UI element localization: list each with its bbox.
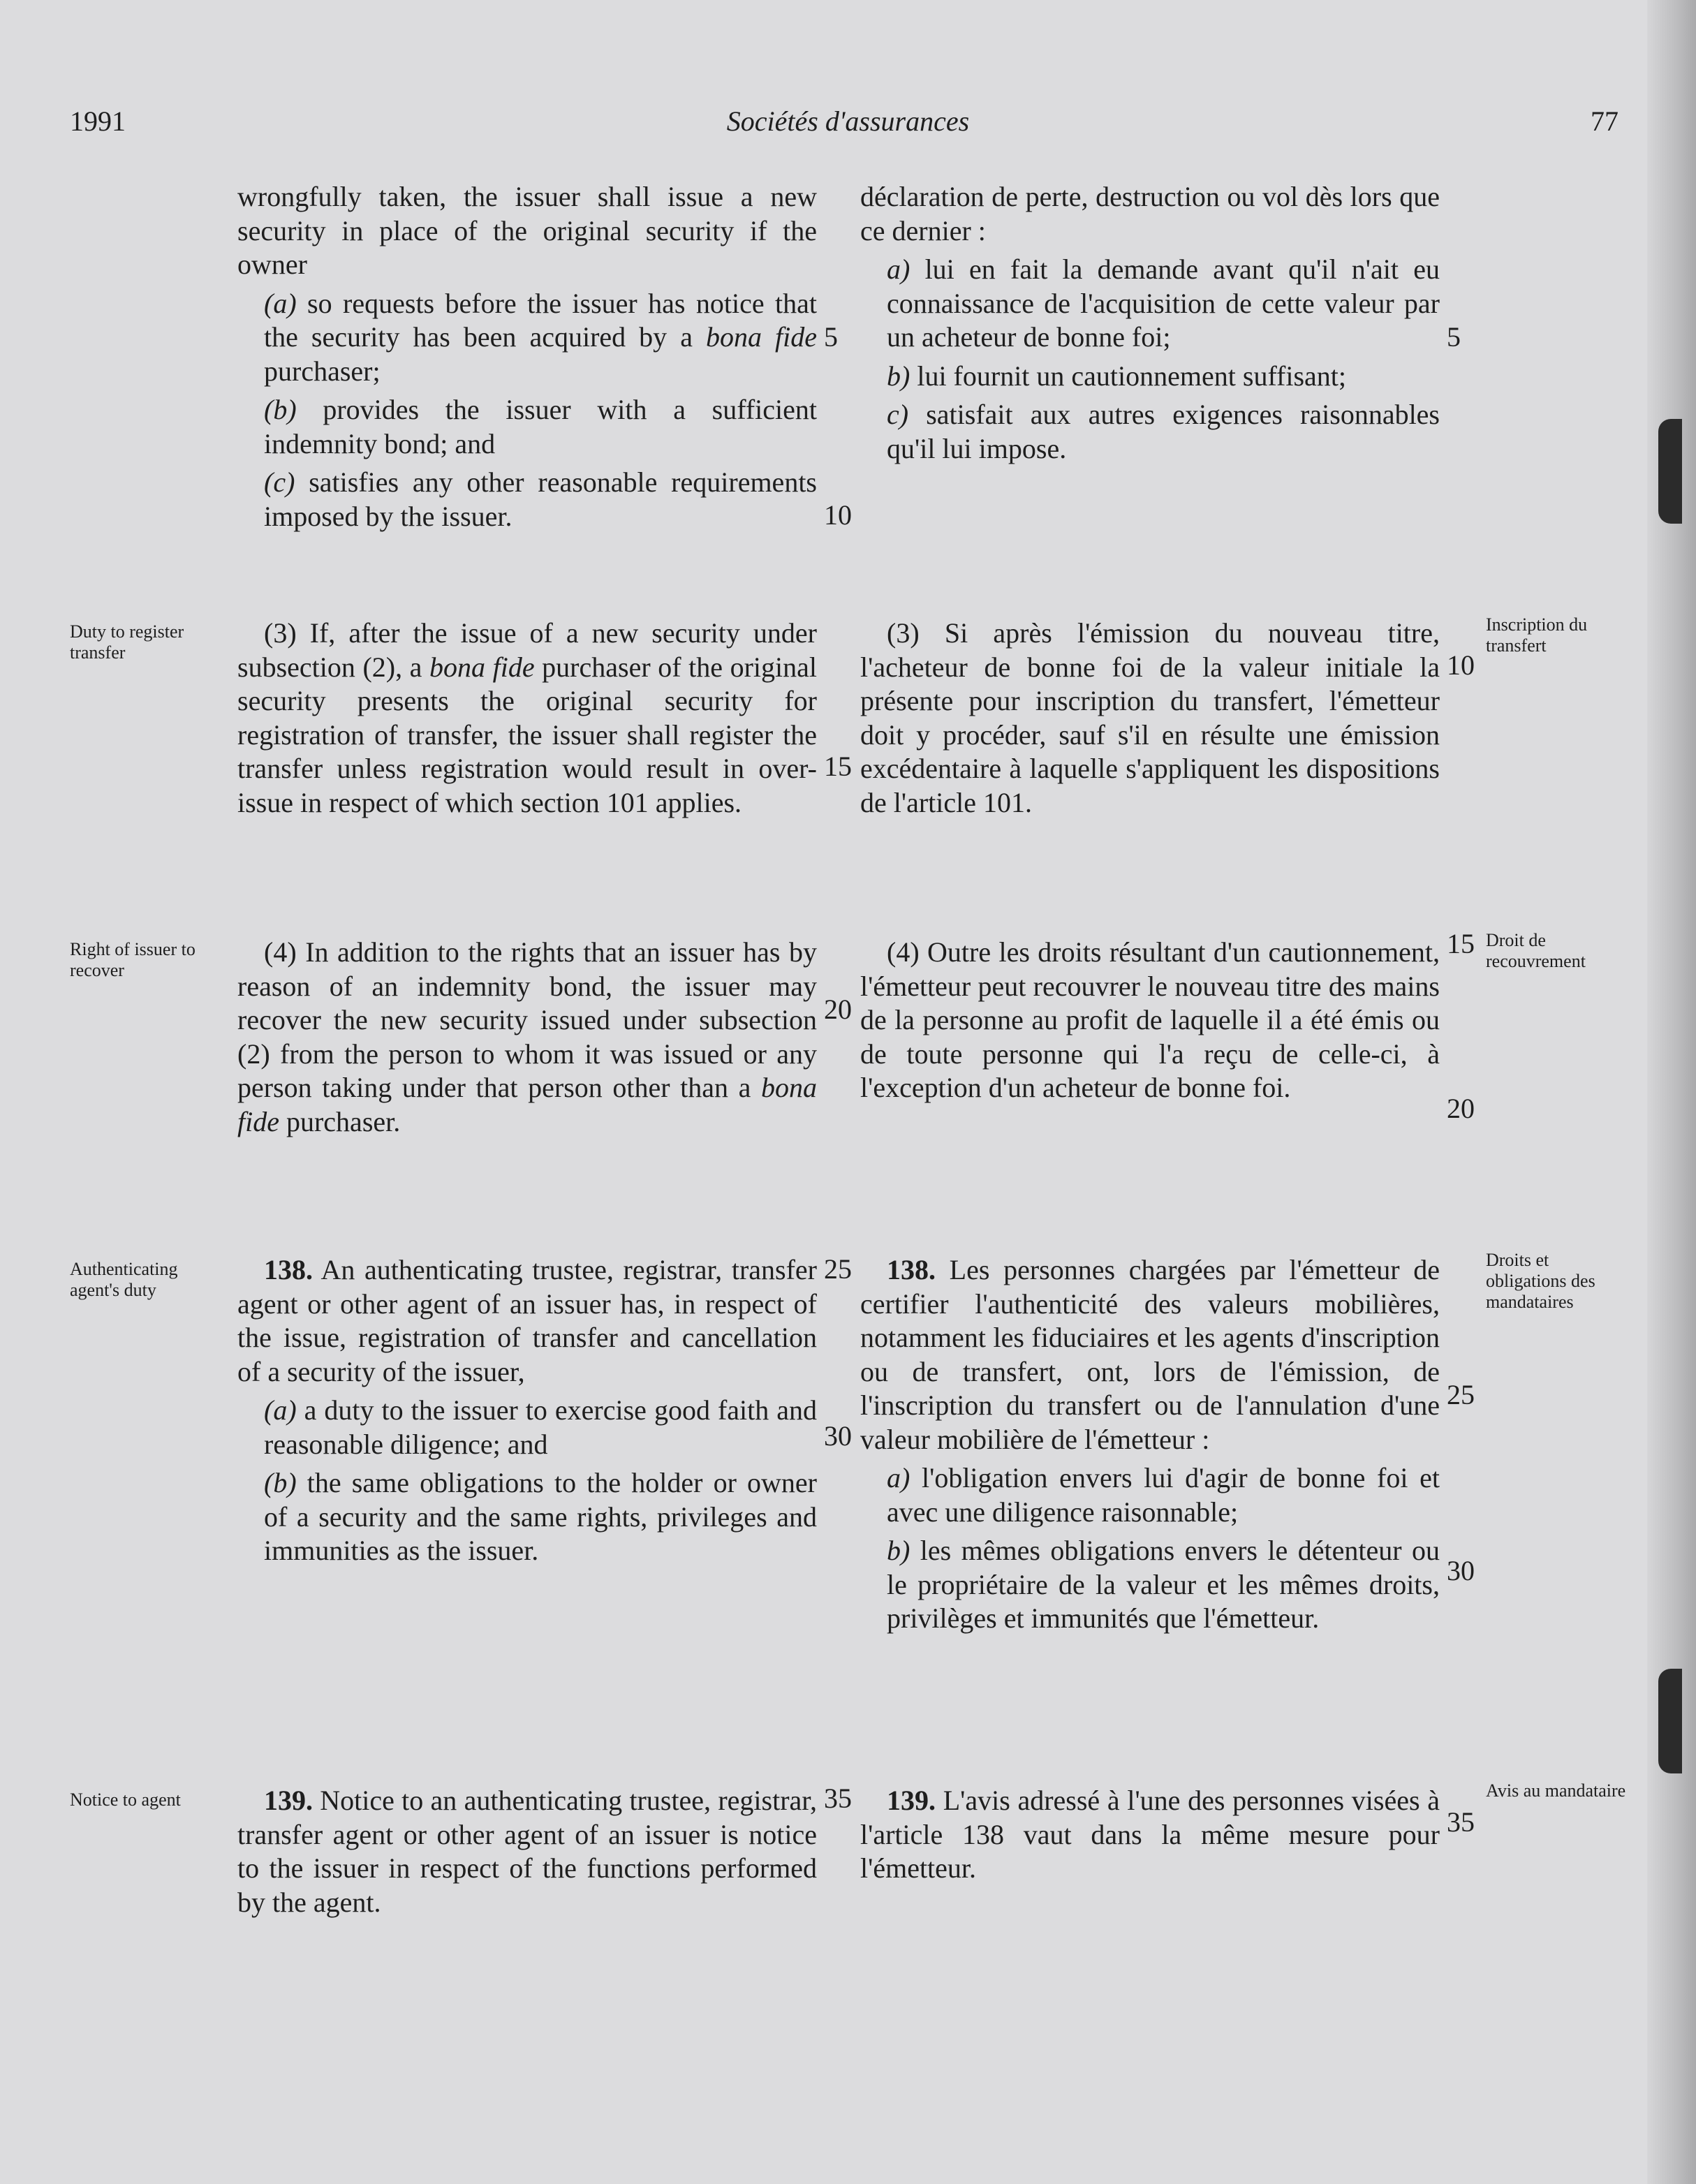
fr-section-138: 138. Les personnes chargées par l'émetteur de certifier l'authenticité des valeurs mobilières, notamment les fiduciaires et les agents d'inscription ou de transfert, ont, lors de l'émission, de l'inscription du transfert ou de l'annulation d'une valeur mobilière de l'émetteur : a) l'obligation envers lui d'agir de bonne foi et avec une diligence raisonnable; b) les mêmes obligations envers le détenteur ou le propriétaire de la valeur et les mêmes droits, privilèges et immunités que l'émetteur.	[860, 1253, 1440, 1636]
margin-note-fr: Avis au mandataire	[1486, 1780, 1626, 1801]
en-section-139: 139. Notice to an authenticating trustee, registrar, transfer agent or other agent of an issuer is notice to the issuer in respect of the functions performed by the agent.	[237, 1785, 817, 1918]
line-number: 20	[1447, 1093, 1475, 1124]
line-number: 10	[824, 499, 852, 531]
fr-item-a: a) lui en fait la demande avant qu'il n'ait eu connaissance de l'acquisition de cette valeur par un acheteur de bonne foi;	[887, 253, 1440, 353]
en-subsection-4: (4) In addition to the rights that an issuer has by reason of an indemnity bond, the issuer may recover the new security issued under subsection (2) from the person to whom it was issued or any person taking under that person other than a bona fide purchaser.	[237, 936, 817, 1137]
margin-note-en: Duty to register transfer	[70, 621, 184, 663]
line-number: 20	[824, 994, 852, 1025]
line-number: 25	[1447, 1379, 1475, 1410]
en-item-b: (b) provides the issuer with a sufficient indemnity bond; and	[264, 394, 817, 459]
header-year: 1991	[70, 105, 126, 137]
fr-subsection-4: (4) Outre les droits résultant d'un cautionnement, l'émetteur peut recouvrer le nouveau titre des mains de la personne au profit de laquelle il a été émis ou de toute personne qui l'a reçu de celle-ci, à l'exception d'un acheteur de bonne foi.	[860, 936, 1440, 1103]
margin-note-en: Authenticating agent's duty	[70, 1259, 178, 1300]
en-intro: wrongfully taken, the issuer shall issue a new security in place of the original security if the owner	[237, 181, 817, 280]
fr-subsection-3: (3) Si après l'émission du nouveau titre, l'acheteur de bonne foi de la valeur initiale la présente pour inscription du transfert, l'émetteur doit y procéder, sauf s'il en résulte une émission excédentaire à laquelle s'appliquent les dispositions de l'article 101.	[860, 617, 1440, 818]
fr-intro: déclaration de perte, destruction ou vol dès lors que ce dernier :	[860, 181, 1440, 246]
margin-note-en: Notice to agent	[70, 1790, 181, 1810]
binder-edge	[1647, 0, 1696, 2184]
binder-ring-icon	[1658, 419, 1682, 524]
fr-138-item-b: b) les mêmes obligations envers le détenteur ou le propriétaire de la valeur et les mêmes droits, privilèges et immunités que l'émetteur.	[887, 1535, 1440, 1634]
line-number: 35	[824, 1783, 852, 1814]
binder-ring-icon	[1658, 1669, 1682, 1773]
en-item-a: (a) so requests before the issuer has notice that the security has been acquired by a bona fide purchaser;	[264, 287, 817, 387]
margin-note-en: Right of issuer to recover	[70, 939, 196, 980]
fr-item-c: c) satisfait aux autres exigences raisonnables qu'il lui impose.	[887, 399, 1440, 464]
margin-note-fr: Droit de recouvrement	[1486, 930, 1586, 971]
en-block-subsection-2-cont	[237, 180, 817, 533]
en-138-item-b: (b) the same obligations to the holder or owner of a security and the same rights, privileges and immunities as the issuer.	[264, 1467, 817, 1566]
line-number: 15	[824, 751, 852, 782]
fr-block-subsection-2-cont	[860, 180, 1440, 466]
margin-note-fr: Inscription du transfert	[1486, 614, 1588, 656]
en-section-138: 138. An authenticating trustee, registrar, transfer agent or other agent of an issuer has, in respect of the issue, registration of transfer and cancellation of a security of the issuer, (a) a duty to the issuer to exercise good faith and reasonable diligence; and (b) the same obligations to the holder or owner of a security and the same rights, privileges and immunities as the issuer.	[237, 1253, 817, 1568]
margin-note-fr: Droits et obligations des mandataires	[1486, 1250, 1595, 1312]
fr-138-item-a: a) l'obligation envers lui d'agir de bonne foi et avec une diligence raisonnable;	[887, 1462, 1440, 1528]
line-number: 10	[1447, 649, 1475, 681]
en-138-item-a: (a) a duty to the issuer to exercise good faith and reasonable diligence; and	[264, 1394, 817, 1460]
page-number: 77	[1591, 105, 1618, 137]
line-number: 15	[1447, 928, 1475, 959]
en-subsection-3: (3) If, after the issue of a new security under subsection (2), a bona fide purchaser of the original security presents the original security for registration of transfer, the issuer shall register the transfer unless registration would result in over-issue in respect of which section 101 applies.	[237, 617, 817, 818]
fr-section-139: 139. L'avis adressé à l'une des personnes visées à l'article 138 vaut dans la même mesure pour l'émetteur.	[860, 1785, 1440, 1884]
line-number: 5	[824, 321, 838, 353]
line-number: 5	[1447, 321, 1461, 353]
line-number: 35	[1447, 1806, 1475, 1838]
line-number: 30	[1447, 1555, 1475, 1586]
line-number: 25	[824, 1253, 852, 1285]
line-number: 30	[824, 1420, 852, 1452]
fr-item-b: b) lui fournit un cautionnement suffisant;	[887, 360, 1347, 392]
header-title: Sociétés d'assurances	[726, 105, 970, 137]
en-item-c: (c) satisfies any other reasonable requirements imposed by the issuer.	[264, 466, 817, 532]
